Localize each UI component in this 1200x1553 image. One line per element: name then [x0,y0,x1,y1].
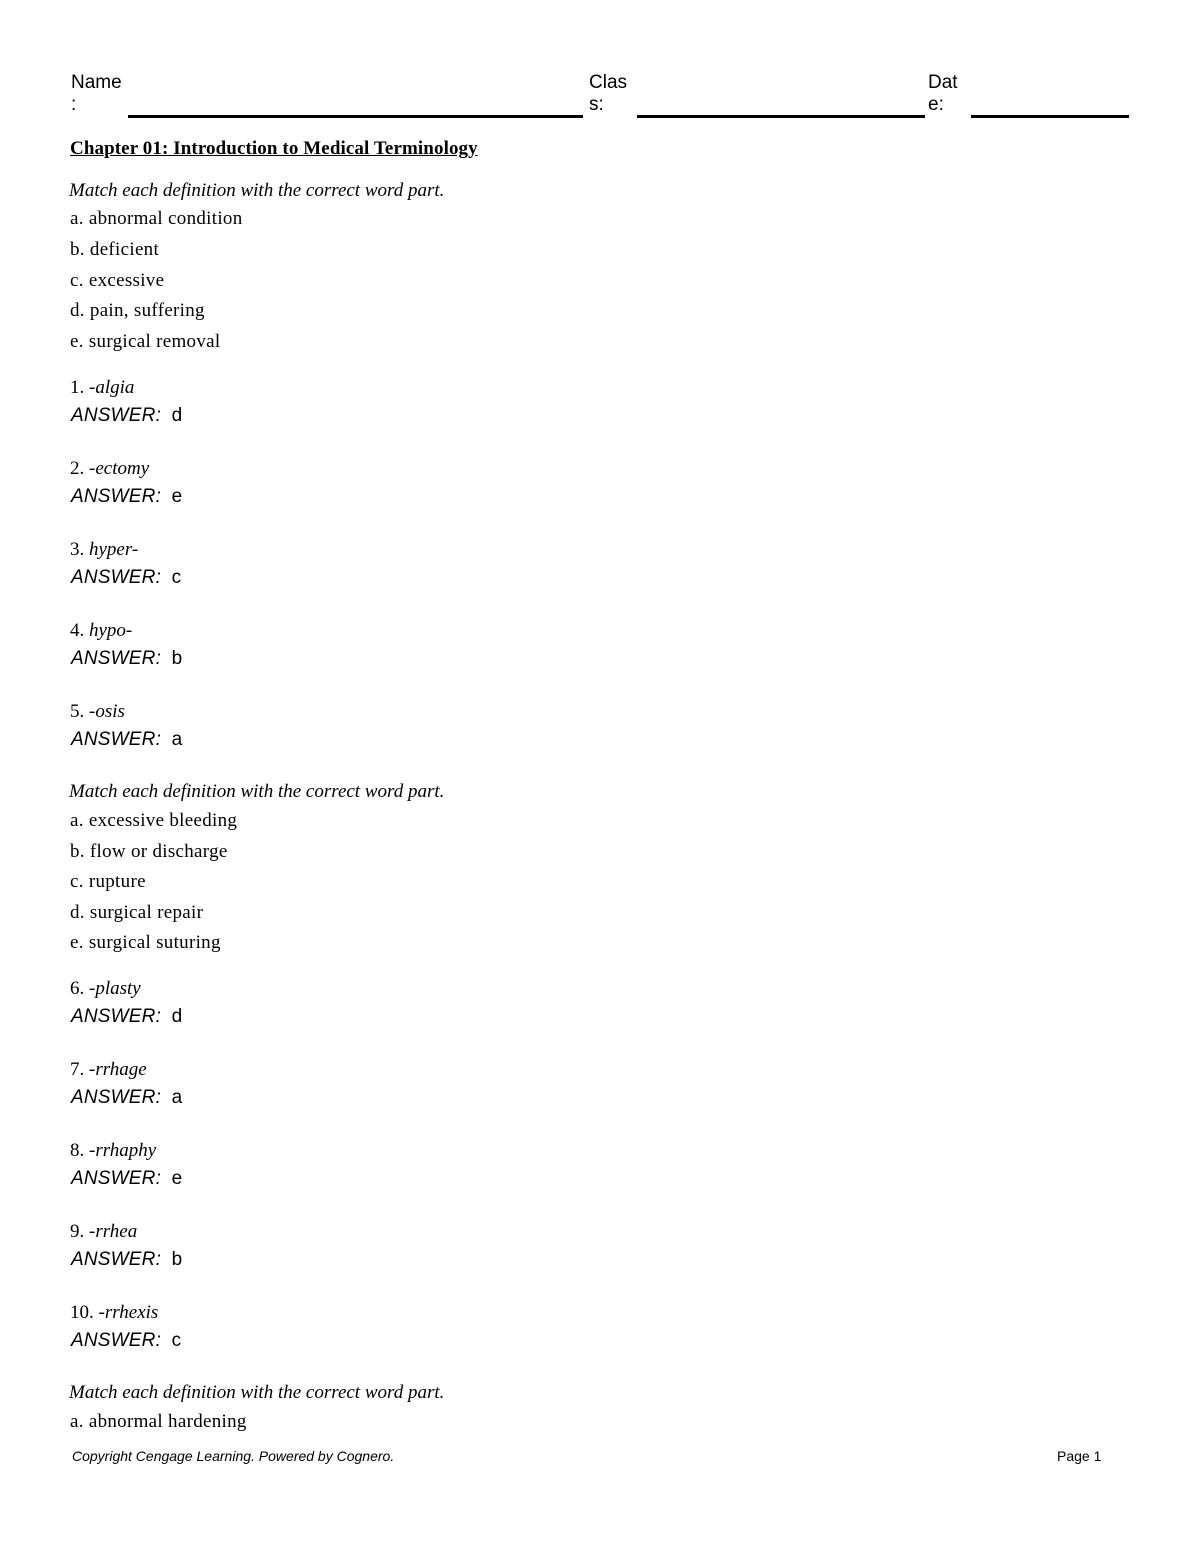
question-term: -plasty [89,978,141,999]
answer-label: ANSWER: [71,486,162,507]
answer-value: e [171,486,183,507]
question-number: 2. [70,458,85,479]
question-term: -ectomy [89,458,150,479]
footer-page-number: Page 1 [1057,1448,1102,1464]
question-item [70,1302,158,1324]
question-number: 4. [70,620,85,641]
answer-value: d [171,1006,183,1027]
answer-value: b [171,1249,183,1270]
option-item: c. excessive [70,270,165,291]
question-term: hyper- [89,539,139,560]
question-item [70,620,132,642]
answer-line [71,405,182,427]
answer-label: ANSWER: [71,1087,162,1108]
date-label: Dat e: [928,72,958,115]
answer-line [71,1249,182,1271]
section-instruction: Match each definition with the correct word part. [69,781,445,802]
answer-line [71,1006,182,1028]
answer-line [71,1168,182,1190]
question-term: -rrhaphy [89,1140,157,1161]
question-item [70,1140,156,1162]
option-item: b. deficient [70,239,160,260]
answer-label: ANSWER: [71,648,162,669]
class-label: Clas s: [589,72,628,115]
question-item [70,978,141,1000]
question-number: 5. [70,701,85,722]
answer-value: a [171,1087,183,1108]
question-item [70,377,134,399]
option-item: a. abnormal hardening [70,1411,247,1432]
section-instruction: Match each definition with the correct word part. [69,180,445,201]
option-item: e. surgical removal [70,331,221,352]
question-item [70,539,138,561]
footer-copyright: Copyright Cengage Learning. Powered by Cognero. [72,1448,395,1464]
section-instruction: Match each definition with the correct word part. [69,1382,445,1403]
answer-label: ANSWER: [71,1006,162,1027]
question-item [70,1059,147,1081]
answer-label: ANSWER: [71,729,162,750]
question-number: 1. [70,377,85,398]
question-number: 7. [70,1059,85,1080]
option-item: d. surgical repair [70,902,204,923]
question-term: -osis [89,701,125,722]
question-number: 6. [70,978,85,999]
answer-line [71,567,181,589]
date-field-line[interactable] [971,115,1129,118]
option-item: e. surgical suturing [70,932,221,953]
option-item: a. abnormal condition [70,208,243,229]
answer-line [71,729,182,751]
class-field-line[interactable] [637,115,925,118]
answer-value: b [171,648,183,669]
question-term: -rrhage [89,1059,147,1080]
answer-value: c [171,1330,182,1351]
question-term: -rrhea [89,1221,138,1242]
name-field-line[interactable] [128,115,583,118]
option-item: d. pain, suffering [70,300,205,321]
question-number: 10. [70,1302,94,1323]
question-item [70,458,149,480]
answer-value: a [171,729,183,750]
option-item: c. rupture [70,871,146,892]
chapter-title: Chapter 01: Introduction to Medical Terminology [70,138,478,159]
answer-line [71,648,182,670]
answer-label: ANSWER: [71,1330,162,1351]
answer-label: ANSWER: [71,1249,162,1270]
answer-label: ANSWER: [71,405,162,426]
question-term: -rrhexis [98,1302,159,1323]
answer-label: ANSWER: [71,567,162,588]
answer-line [71,1330,181,1352]
question-number: 9. [70,1221,85,1242]
answer-line [71,1087,182,1109]
name-label: Name : [71,72,122,115]
question-item [70,1221,137,1243]
question-item [70,701,125,723]
question-number: 3. [70,539,85,560]
answer-line [71,486,182,508]
answer-value: e [171,1168,183,1189]
answer-label: ANSWER: [71,1168,162,1189]
question-term: hypo- [89,620,133,641]
question-term: -algia [89,377,135,398]
question-number: 8. [70,1140,85,1161]
answer-value: d [171,405,183,426]
option-item: b. flow or discharge [70,841,228,862]
option-item: a. excessive bleeding [70,810,238,831]
answer-value: c [171,567,182,588]
